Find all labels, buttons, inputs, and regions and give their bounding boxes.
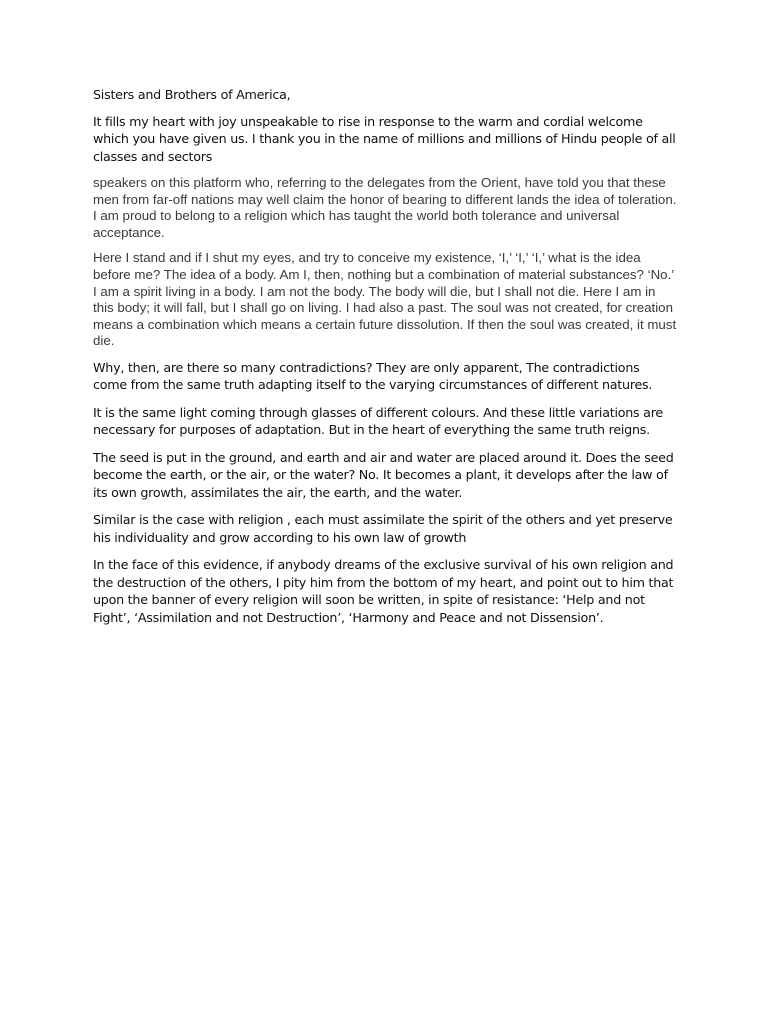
document-body	[93, 86, 677, 636]
contradictions-paragraph: Why, then, are there so many contradictions? They are only apparent, The contradictions come from the same truth adapting itself to the varying circumstances of different natures.	[93, 359, 653, 393]
closing-paragraph: In the face of this evidence, if anybody dreams of the exclusive survival of his own religion and the destruction of the others, I pity him from the bottom of my heart, and point out to him that upon the banner of every religion will soon be written, in spite of resistance: ‘Help and not Fight’, ‘Assimilation and not Destruction’, ‘Harmony and Peace and not Dissension’.	[93, 557, 674, 625]
existence-paragraph: Here I stand and if I shut my eyes, and try to conceive my existence, ‘I,’ ‘I,’ ‘I,’ what is the idea before me? The idea of a body. Am I, then, nothing but a combination of material substances? ‘No.’ I am a spirit living in a body. I am not the body. The body will die, but I shall not die. Here I am in this body; it will fall, but I shall go on living. I had also a past. The soul was not created, for creation means a combination which means a certain future dissolution. If then the soul was created, it must die.	[93, 250, 677, 349]
salutation-paragraph: Sisters and Brothers of America,	[93, 87, 291, 102]
light-paragraph: It is the same light coming through glasses of different colours. And these little variations are necessary for purposes of adaptation. But in the heart of everything the same truth reigns.	[93, 404, 663, 438]
toleration-paragraph: speakers on this platform who, referring to the delegates from the Orient, have told you that these men from far-off nations may well claim the honor of bearing to different lands the idea of toleration. I am proud to belong to a religion which has taught the world both tolerance and universal acceptance.	[93, 175, 677, 240]
seed-paragraph: The seed is put in the ground, and earth and air and water are placed around it. Does the seed become the earth, or the air, or the water? No. It becomes a plant, it develops after the law of its own growth, assimilates the air, the earth, and the water.	[93, 449, 674, 500]
religion-paragraph: Similar is the case with religion , each must assimilate the spirit of the others and yet preserve his individuality and grow according to his own law of growth	[93, 512, 673, 545]
opening-paragraph: It fills my heart with joy unspeakable to rise in response to the warm and cordial welcome which you have given us. I thank you in the name of millions and millions of Hindu people of all classes and sectors	[93, 113, 676, 164]
